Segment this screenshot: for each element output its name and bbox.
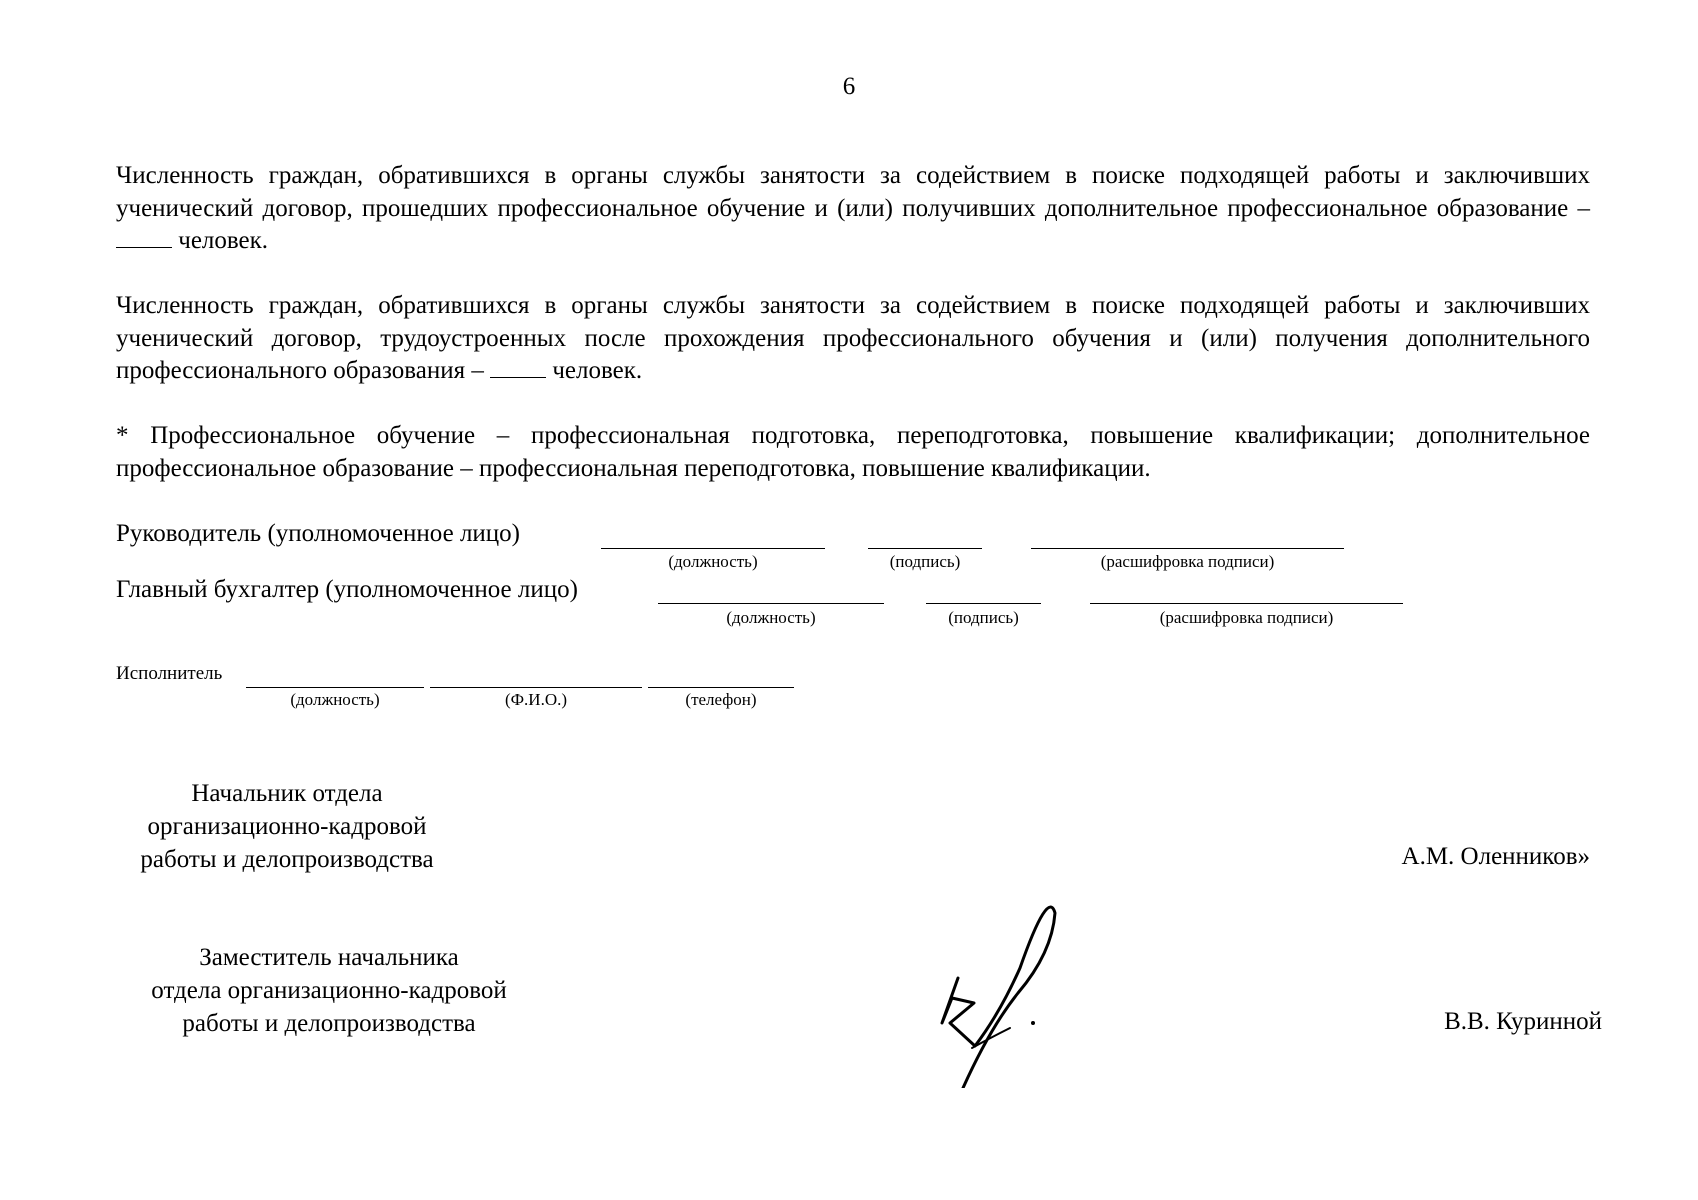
paragraph-text: Численность граждан, обратившихся в органы службы занятости за содействием в поиске подходящей работы и заключивших ученический договор, трудоустроенных после прохождения профессионального обучения и (или) получения дополнительного профессионального образования – — [116, 292, 1590, 384]
paragraph-trained-count — [116, 160, 1590, 258]
head-signature-caption: (подпись) — [889, 552, 961, 571]
head-decoding-caption: (расшифровка подписи) — [1100, 552, 1275, 571]
head-label: Руководитель (уполномоченное лицо) — [116, 520, 521, 547]
title-line: Заместитель начальника — [199, 944, 459, 971]
title-line: отдела организационно-кадровой — [151, 977, 507, 1004]
head-decoding-line[interactable] — [1031, 548, 1344, 549]
blank-field[interactable] — [116, 227, 172, 248]
executor-phone-line[interactable] — [648, 687, 794, 688]
signatory-title-1 — [112, 777, 462, 876]
handwritten-signature-icon — [930, 898, 1060, 1088]
accountant-signature-caption: (подпись) — [948, 608, 1019, 627]
executor-name-caption: (Ф.И.О.) — [504, 690, 568, 709]
title-line: организационно-кадровой — [147, 813, 427, 840]
paragraph-employed-count — [116, 290, 1590, 388]
accountant-decoding-line[interactable] — [1090, 603, 1403, 604]
executor-position-caption: (должность) — [290, 690, 380, 709]
executor-label: Исполнитель — [116, 663, 223, 684]
accountant-label: Главный бухгалтер (уполномоченное лицо) — [116, 576, 578, 603]
title-line: работы и делопроизводства — [182, 1010, 476, 1037]
signatory-name-1: А.М. Оленников» — [1401, 843, 1590, 870]
title-line: Начальник отдела — [191, 780, 383, 807]
paragraph-unit: человек. — [552, 357, 643, 384]
accountant-decoding-caption: (расшифровка подписи) — [1159, 608, 1334, 627]
executor-name-line[interactable] — [430, 687, 642, 688]
paragraph-unit: человек. — [178, 227, 269, 254]
accountant-position-line[interactable] — [658, 603, 884, 604]
executor-position-line[interactable] — [246, 687, 424, 688]
page-number: 6 — [842, 73, 856, 100]
footnote: * Профессиональное обучение – профессиональная подготовка, переподготовка, повышение квалификации; дополнительное профессиональное образование – профессиональная переподготовка, повышение квалификации. — [116, 422, 1590, 482]
title-line: работы и делопроизводства — [140, 846, 434, 873]
accountant-signature-line[interactable] — [926, 603, 1041, 604]
signatory-name-2: В.В. Куринной — [1444, 1008, 1602, 1035]
executor-phone-caption: (телефон) — [685, 690, 757, 709]
head-position-caption: (должность) — [668, 552, 758, 571]
head-signature-line[interactable] — [868, 548, 982, 549]
head-position-line[interactable] — [601, 548, 825, 549]
signatory-title-2 — [112, 941, 546, 1040]
accountant-position-caption: (должность) — [726, 608, 816, 627]
blank-field[interactable] — [490, 357, 546, 378]
paragraph-text: Численность граждан, обратившихся в органы службы занятости за содействием в поиске подходящей работы и заключивших ученический договор, прошедших профессиональное обучение и (или) получивших дополнительное профессиональное образование – — [116, 162, 1590, 222]
